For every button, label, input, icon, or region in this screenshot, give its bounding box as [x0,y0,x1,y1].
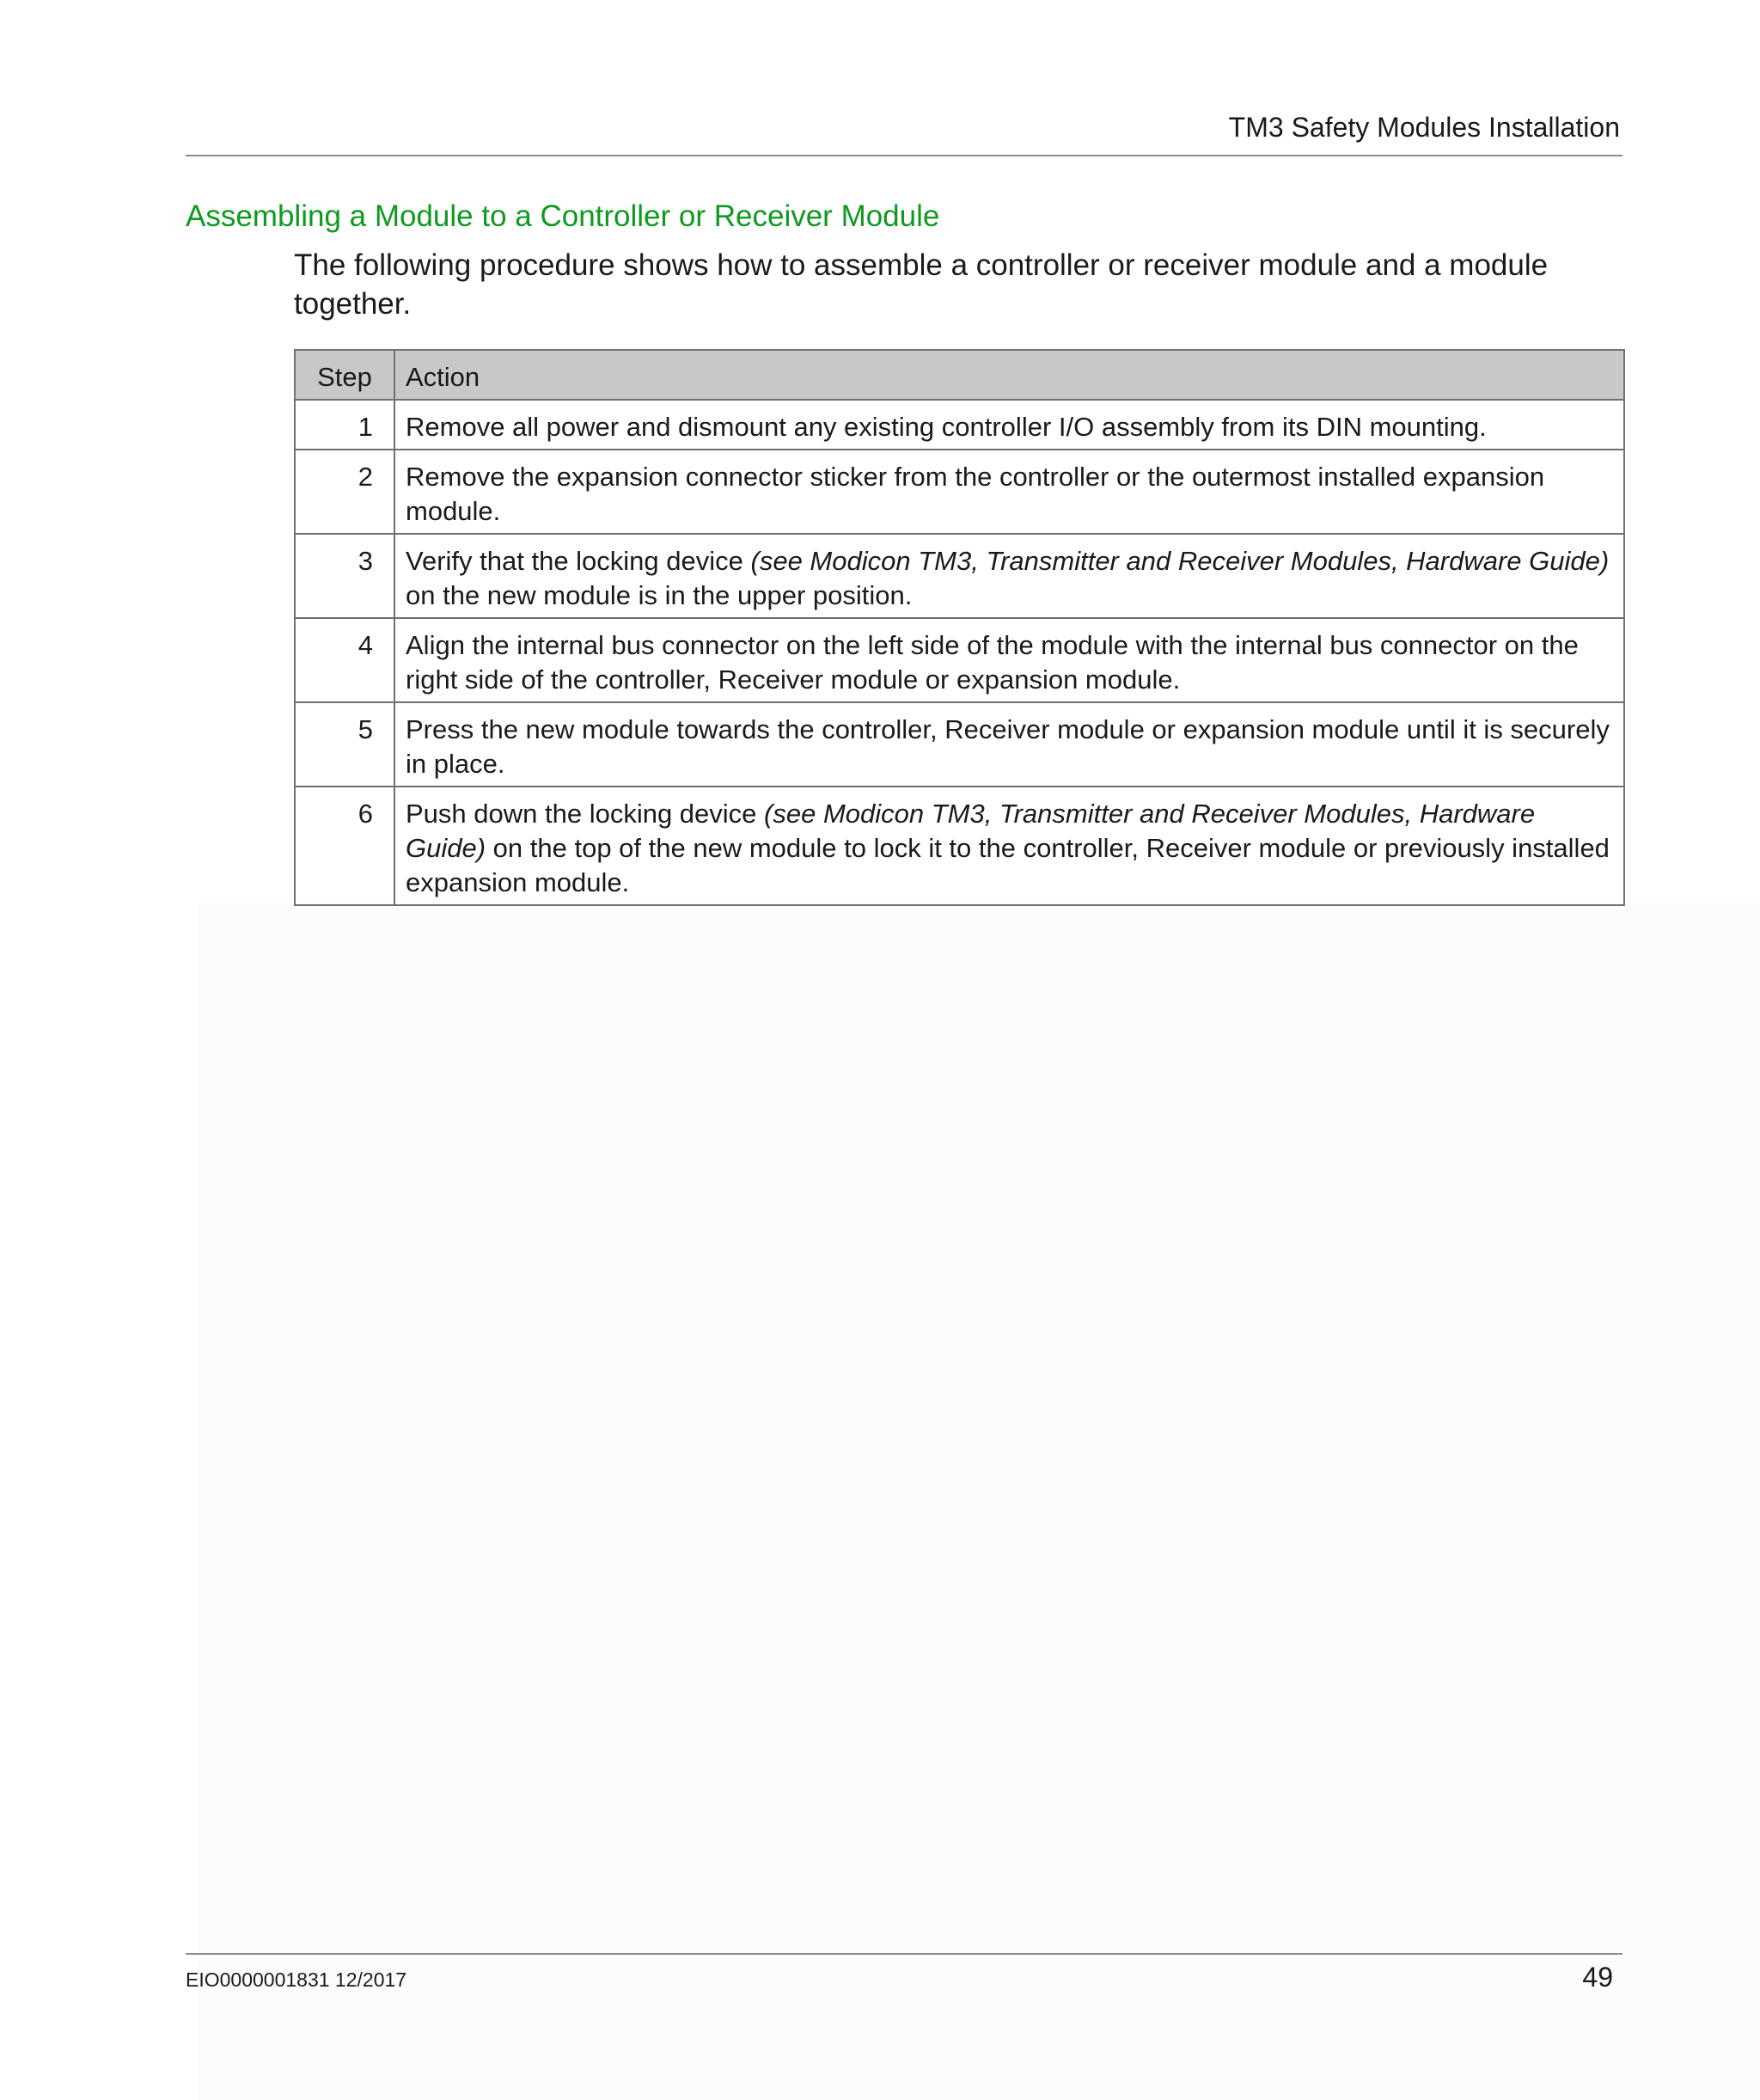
step-action [394,618,1624,702]
step-number: 4 [295,618,394,702]
step-action [394,787,1624,905]
intro-paragraph: The following procedure shows how to assemble a controller or receiver module and a module together. [294,248,1549,321]
step-action [394,702,1624,787]
action-text: on the top of the new module to lock it to the controller, Receiver module or previously installed expansion module. [406,833,1610,897]
action-text: Verify that the locking device [406,546,751,576]
step-number: 3 [295,534,394,618]
action-text: on the new module is in the upper position. [406,580,913,610]
action-text: Align the internal bus connector on the left side of the module with the internal bus connector on the right side of the controller, Receiver module or expansion module. [406,630,1579,695]
column-header-action: Action [394,350,1624,400]
step-number: 1 [295,400,394,450]
action-text: Remove the expansion connector sticker from the controller or the outermost installed expansion module. [406,462,1545,526]
table-row [295,450,1624,534]
step-action [394,534,1624,618]
table-row [295,702,1624,787]
table-row [295,534,1624,618]
header-divider [186,155,1622,156]
action-reference: (see Modicon TM3, Transmitter and Receiver Modules, Hardware Guide) [406,799,1536,863]
column-header-step: Step [295,350,394,400]
action-text: Remove all power and dismount any existing controller I/O assembly from its DIN mounting. [406,412,1487,442]
step-action [394,450,1624,534]
table-body [295,400,1624,905]
table-row [295,618,1624,702]
page-background [198,903,1760,2100]
running-header: TM3 Safety Modules Installation [1228,112,1620,143]
action-text: Push down the locking device [406,799,765,829]
footer-doc-id: EIO0000001831 12/2017 [186,1968,407,1991]
step-action [394,400,1624,450]
table-row [295,787,1624,905]
action-text: Press the new module towards the controller, Receiver module or expansion module until it is securely in place. [406,714,1610,779]
table-header-row [295,350,1624,400]
action-reference: (see Modicon TM3, Transmitter and Receiver Modules, Hardware Guide) [750,546,1610,576]
step-number: 2 [295,450,394,534]
page-number: 49 [1582,1962,1613,1993]
table-row [295,400,1624,450]
step-number: 5 [295,702,394,787]
footer-divider [186,1953,1622,1955]
step-number: 6 [295,787,394,905]
procedure-table [294,349,1625,906]
section-title: Assembling a Module to a Controller or Receiver Module [186,199,940,233]
